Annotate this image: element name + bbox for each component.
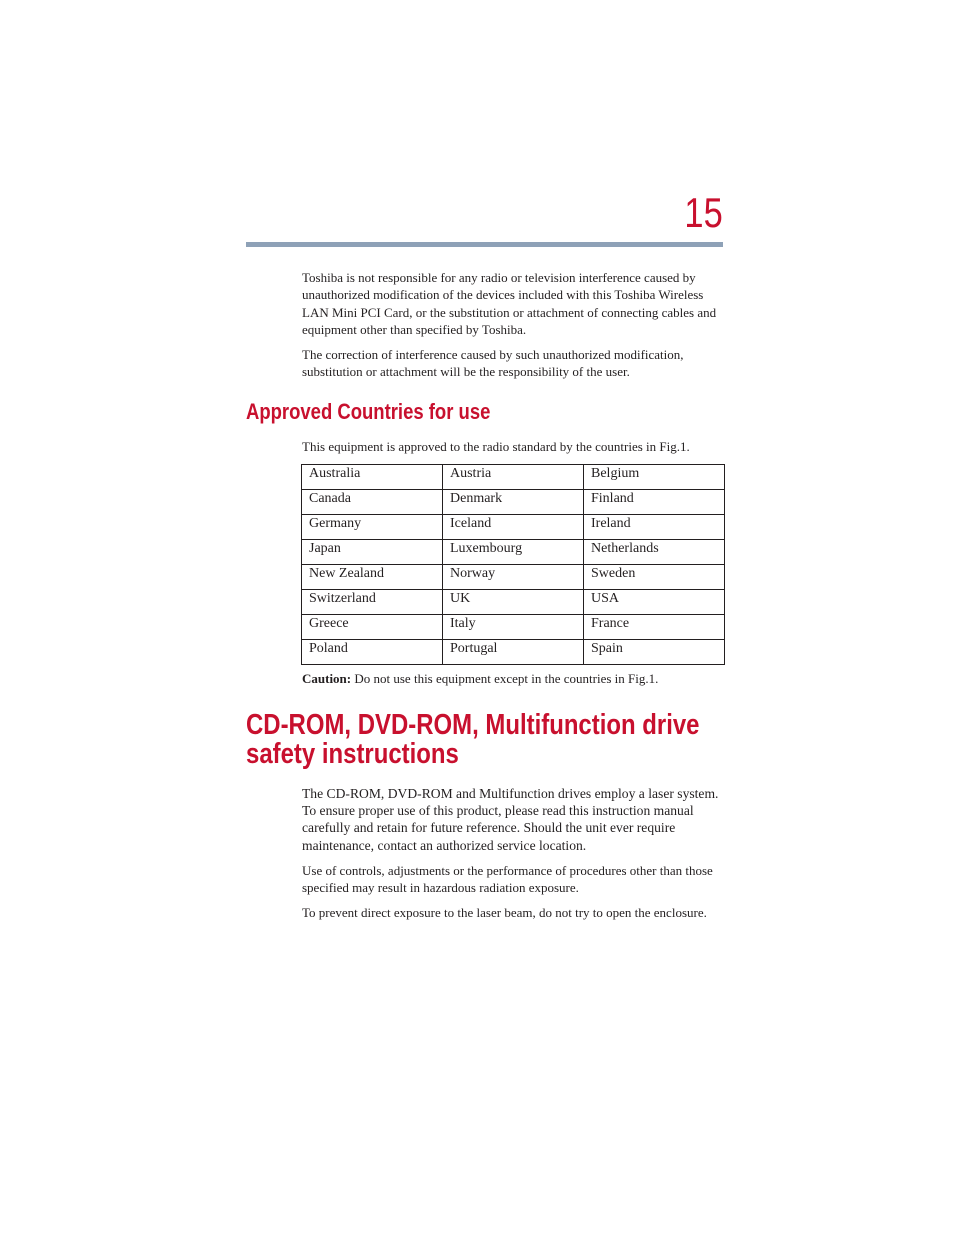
safety-paragraph-1: The CD-ROM, DVD-ROM and Multifunction drives employ a laser system. To ensure proper use of this product, please read this instruction manual carefully and retain for future reference. Should the unit ever require maintenance, contact an authorized service location. bbox=[302, 786, 719, 853]
table-cell: France bbox=[584, 615, 725, 640]
table-cell: Australia bbox=[302, 465, 443, 490]
table-cell: Spain bbox=[584, 640, 725, 665]
safety-paragraph-3: To prevent direct exposure to the laser beam, do not try to open the enclosure. bbox=[302, 905, 707, 920]
table-cell: Belgium bbox=[584, 465, 725, 490]
approved-countries-heading: Approved Countries for use bbox=[246, 399, 491, 424]
table-row bbox=[302, 590, 725, 615]
table-cell: Luxembourg bbox=[443, 540, 584, 565]
countries-table bbox=[301, 464, 725, 665]
table-cell: USA bbox=[584, 590, 725, 615]
table-row bbox=[302, 490, 725, 515]
page-number: 15 bbox=[684, 189, 723, 236]
safety-heading-line-2: safety instructions bbox=[246, 738, 459, 770]
table-cell: UK bbox=[443, 590, 584, 615]
intro-paragraph-2: The correction of interference caused by such unauthorized modification, substitution or attachment will be the responsibility of the user. bbox=[302, 347, 684, 380]
table-cell: Sweden bbox=[584, 565, 725, 590]
table-cell: Denmark bbox=[443, 490, 584, 515]
table-row bbox=[302, 565, 725, 590]
table-cell: Ireland bbox=[584, 515, 725, 540]
table-cell: Canada bbox=[302, 490, 443, 515]
caution-label: Caution: bbox=[302, 671, 352, 686]
table-cell: Poland bbox=[302, 640, 443, 665]
caution-note bbox=[302, 670, 722, 687]
table-cell: New Zealand bbox=[302, 565, 443, 590]
safety-heading-line-1: CD-ROM, DVD-ROM, Multifunction drive bbox=[246, 709, 700, 741]
table-row bbox=[302, 515, 725, 540]
table-cell: Norway bbox=[443, 565, 584, 590]
table-cell: Japan bbox=[302, 540, 443, 565]
table-cell: Greece bbox=[302, 615, 443, 640]
header-rule bbox=[246, 242, 723, 247]
table-cell: Portugal bbox=[443, 640, 584, 665]
safety-paragraph-2: Use of controls, adjustments or the performance of procedures other than those specified may result in hazardous radiation exposure. bbox=[302, 863, 713, 896]
table-row bbox=[302, 615, 725, 640]
table-cell: Italy bbox=[443, 615, 584, 640]
approved-countries-intro: This equipment is approved to the radio standard by the countries in Fig.1. bbox=[302, 439, 690, 454]
table-row bbox=[302, 640, 725, 665]
table-cell: Netherlands bbox=[584, 540, 725, 565]
table-cell: Germany bbox=[302, 515, 443, 540]
table-cell: Austria bbox=[443, 465, 584, 490]
safety-heading bbox=[246, 711, 699, 769]
intro-paragraph-1: Toshiba is not responsible for any radio or television interference caused by unauthorized modification of the devices included with this Toshiba Wireless LAN Mini PCI Card, or the substitution or attachment of connecting cables and equipment other than specified by Toshiba. bbox=[302, 270, 717, 337]
table-cell: Switzerland bbox=[302, 590, 443, 615]
table-row bbox=[302, 540, 725, 565]
table-cell: Iceland bbox=[443, 515, 584, 540]
caution-text: Do not use this equipment except in the countries in Fig.1. bbox=[351, 671, 659, 686]
table-row bbox=[302, 465, 725, 490]
table-cell: Finland bbox=[584, 490, 725, 515]
